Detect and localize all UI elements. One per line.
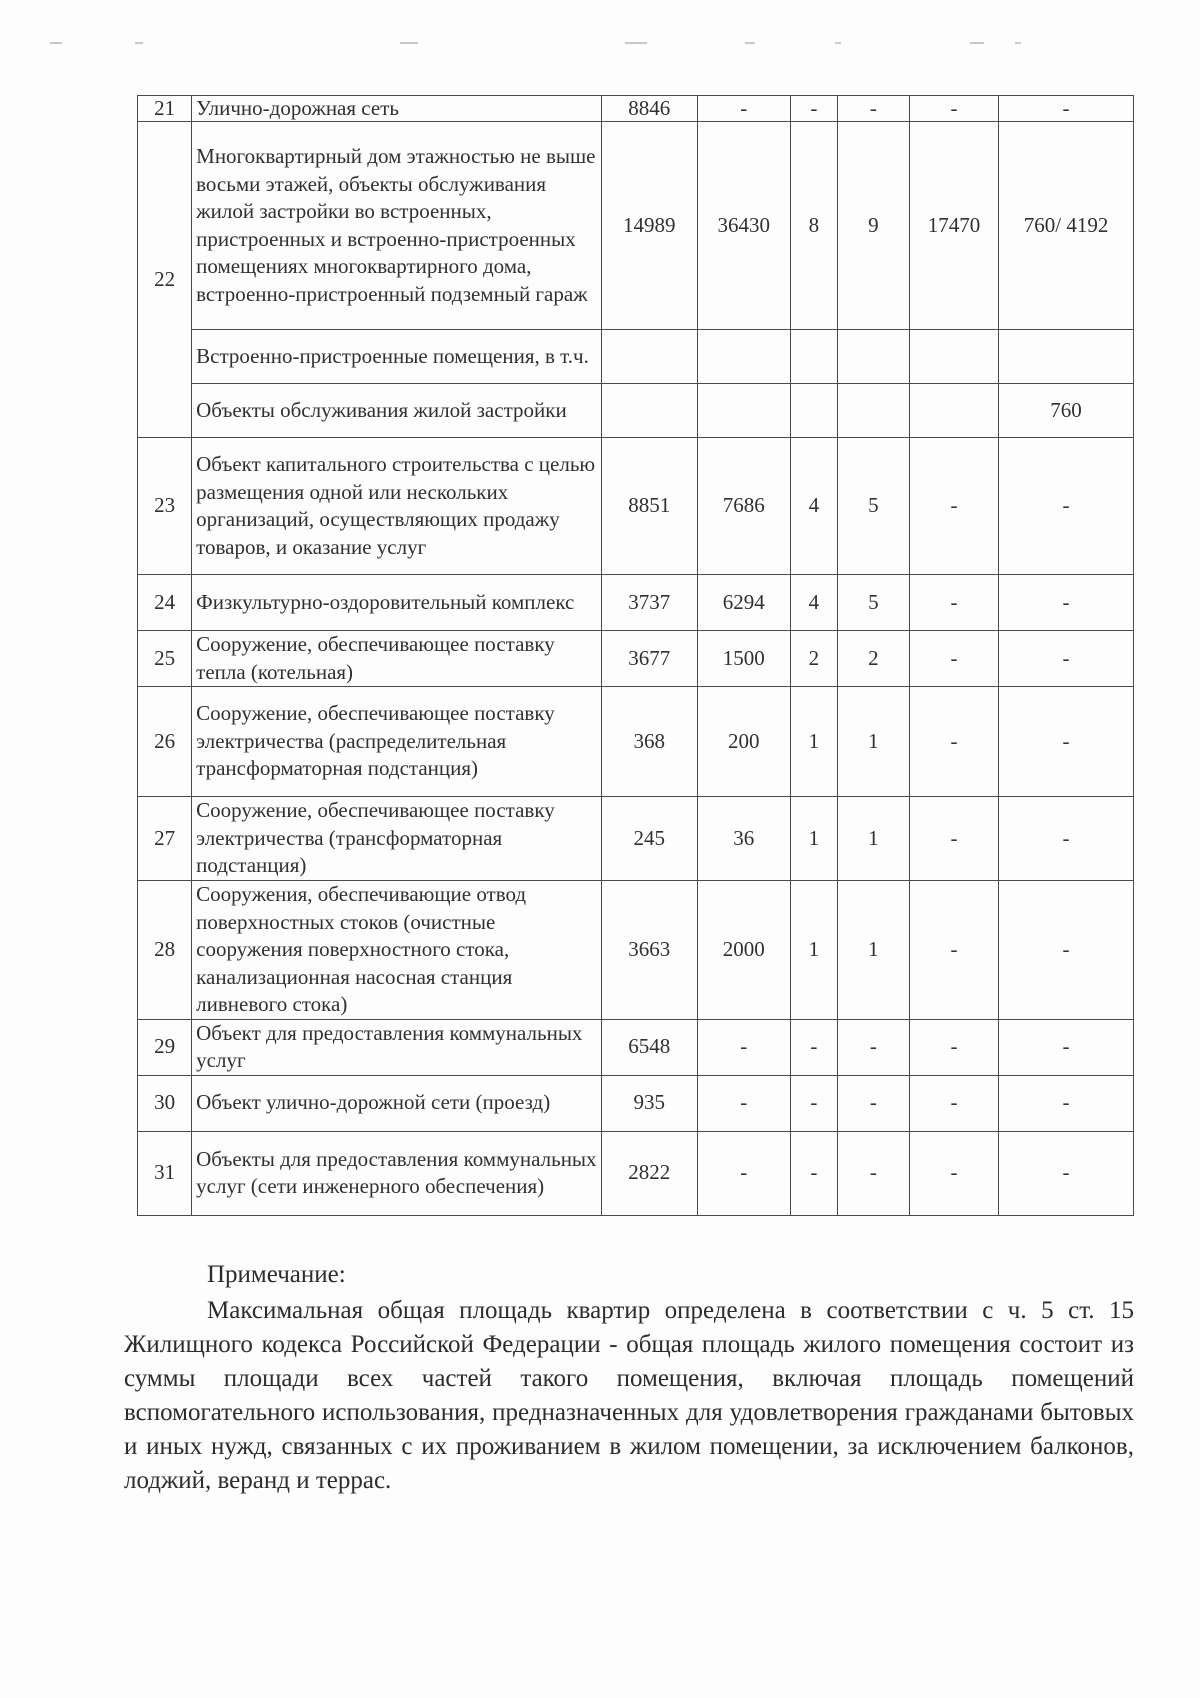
value-cell: - [837, 1019, 909, 1075]
value-cell: - [909, 1019, 998, 1075]
table-row [138, 575, 1134, 631]
row-number: 27 [138, 797, 192, 881]
value-cell: - [999, 575, 1134, 631]
value-cell [697, 330, 790, 384]
value-cell: 1 [791, 881, 838, 1020]
row-number: 25 [138, 631, 192, 687]
table-row [138, 881, 1134, 1020]
object-name: Объекты обслуживания жилой застройки [192, 384, 602, 438]
row-number: 30 [138, 1075, 192, 1131]
value-cell: - [791, 1131, 838, 1215]
value-cell: 2822 [602, 1131, 698, 1215]
object-name: Сооружение, обеспечивающее поставку электричества (распределительная трансформаторная подстанция) [192, 687, 602, 797]
row-number: 29 [138, 1019, 192, 1075]
object-name: Сооружение, обеспечивающее поставку тепла (котельная) [192, 631, 602, 687]
value-cell: - [697, 1131, 790, 1215]
table-row [138, 1075, 1134, 1131]
value-cell: - [837, 96, 909, 122]
row-number: 23 [138, 438, 192, 575]
value-cell: - [999, 797, 1134, 881]
value-cell: 2 [837, 631, 909, 687]
value-cell: - [999, 881, 1134, 1020]
value-cell: 8851 [602, 438, 698, 575]
value-cell [791, 330, 838, 384]
value-cell: - [909, 881, 998, 1020]
value-cell [999, 330, 1134, 384]
value-cell: 17470 [909, 122, 998, 330]
object-name: Объект улично-дорожной сети (проезд) [192, 1075, 602, 1131]
table-row [138, 687, 1134, 797]
value-cell: - [909, 797, 998, 881]
value-cell: 3677 [602, 631, 698, 687]
value-cell [791, 384, 838, 438]
value-cell: - [697, 1075, 790, 1131]
value-cell [697, 384, 790, 438]
value-cell [909, 330, 998, 384]
table-row [138, 330, 1134, 384]
table-row [138, 438, 1134, 575]
value-cell: - [697, 1019, 790, 1075]
value-cell: 4 [791, 438, 838, 575]
table-row [138, 631, 1134, 687]
value-cell: - [909, 631, 998, 687]
scan-artifacts [40, 42, 1140, 48]
value-cell: 1500 [697, 631, 790, 687]
value-cell [602, 330, 698, 384]
value-cell: - [999, 1075, 1134, 1131]
value-cell: - [999, 1131, 1134, 1215]
row-number: 26 [138, 687, 192, 797]
value-cell: 1 [837, 881, 909, 1020]
value-cell [837, 384, 909, 438]
value-cell: 14989 [602, 122, 698, 330]
value-cell [602, 384, 698, 438]
value-cell: 9 [837, 122, 909, 330]
table-row [138, 1019, 1134, 1075]
value-cell: 368 [602, 687, 698, 797]
row-number: 24 [138, 575, 192, 631]
note-body: Максимальная общая площадь квартир определена в соответствии с ч. 5 ст. 15 Жилищного кодекса Российской Федерации - общая площадь жилого помещения состоит из суммы площади всех частей такого помещения, включая площадь помещений вспомогательного использования, предназначенных для удовлетворения гражданами бытовых и иных нужд, связанных с их проживанием в жилом помещении, за исключением балконов, лоджий, веранд и террас. [124, 1297, 1134, 1494]
value-cell: - [791, 1075, 838, 1131]
value-cell: 8846 [602, 96, 698, 122]
value-cell: - [697, 96, 790, 122]
table-row [138, 797, 1134, 881]
value-cell: - [791, 96, 838, 122]
value-cell: 2 [791, 631, 838, 687]
value-cell: 2000 [697, 881, 790, 1020]
value-cell: - [909, 438, 998, 575]
value-cell: - [999, 96, 1134, 122]
value-cell: - [999, 687, 1134, 797]
row-number: 31 [138, 1131, 192, 1215]
value-cell: 5 [837, 438, 909, 575]
value-cell: - [999, 631, 1134, 687]
object-name: Сооружения, обеспечивающие отвод поверхностных стоков (очистные сооружения поверхностного стока, канализационная насосная станция ливневого стока) [192, 881, 602, 1020]
value-cell: 935 [602, 1075, 698, 1131]
table-row [138, 122, 1134, 330]
row-number: 28 [138, 881, 192, 1020]
value-cell: - [837, 1075, 909, 1131]
value-cell: 1 [791, 797, 838, 881]
note-title: Примечание: [207, 1261, 346, 1288]
value-cell: - [791, 1019, 838, 1075]
value-cell: - [837, 1131, 909, 1215]
value-cell: 245 [602, 797, 698, 881]
object-name: Встроенно-пристроенные помещения, в т.ч. [192, 330, 602, 384]
value-cell: 1 [837, 687, 909, 797]
value-cell: 4 [791, 575, 838, 631]
object-name: Физкультурно-оздоровительный комплекс [192, 575, 602, 631]
value-cell: - [909, 1131, 998, 1215]
object-name: Объекты для предоставления коммунальных услуг (сети инженерного обеспечения) [192, 1131, 602, 1215]
value-cell: 7686 [697, 438, 790, 575]
row-number: 21 [138, 96, 192, 122]
object-name: Объект для предоставления коммунальных услуг [192, 1019, 602, 1075]
note-section [124, 1258, 1134, 1498]
value-cell: 36 [697, 797, 790, 881]
table-row [138, 384, 1134, 438]
value-cell: 3737 [602, 575, 698, 631]
value-cell: 6548 [602, 1019, 698, 1075]
value-cell: 200 [697, 687, 790, 797]
value-cell: - [909, 687, 998, 797]
value-cell: - [909, 575, 998, 631]
row-number: 22 [138, 122, 192, 438]
value-cell: 6294 [697, 575, 790, 631]
object-name: Улично-дорожная сеть [192, 96, 602, 122]
object-name: Многоквартирный дом этажностью не выше восьми этажей, объекты обслуживания жилой застройки во встроенных, пристроенных и встроенно-пристроенных помещениях многоквартирного дома, встроенно-пристроенный подземный гараж [192, 122, 602, 330]
value-cell: 36430 [697, 122, 790, 330]
value-cell: 3663 [602, 881, 698, 1020]
value-cell: 1 [837, 797, 909, 881]
table-row [138, 1131, 1134, 1215]
value-cell: - [999, 1019, 1134, 1075]
object-name: Объект капитального строительства с целью размещения одной или нескольких организаций, осуществляющих продажу товаров, и оказание услуг [192, 438, 602, 575]
value-cell: - [909, 96, 998, 122]
value-cell: 760 [999, 384, 1134, 438]
value-cell [837, 330, 909, 384]
value-cell: - [999, 438, 1134, 575]
value-cell: 8 [791, 122, 838, 330]
value-cell [909, 384, 998, 438]
value-cell: - [909, 1075, 998, 1131]
table-row [138, 96, 1134, 122]
value-cell: 1 [791, 687, 838, 797]
object-name: Сооружение, обеспечивающее поставку электричества (трансформаторная подстанция) [192, 797, 602, 881]
parameters-table [137, 95, 1134, 1216]
value-cell: 5 [837, 575, 909, 631]
value-cell: 760/ 4192 [999, 122, 1134, 330]
